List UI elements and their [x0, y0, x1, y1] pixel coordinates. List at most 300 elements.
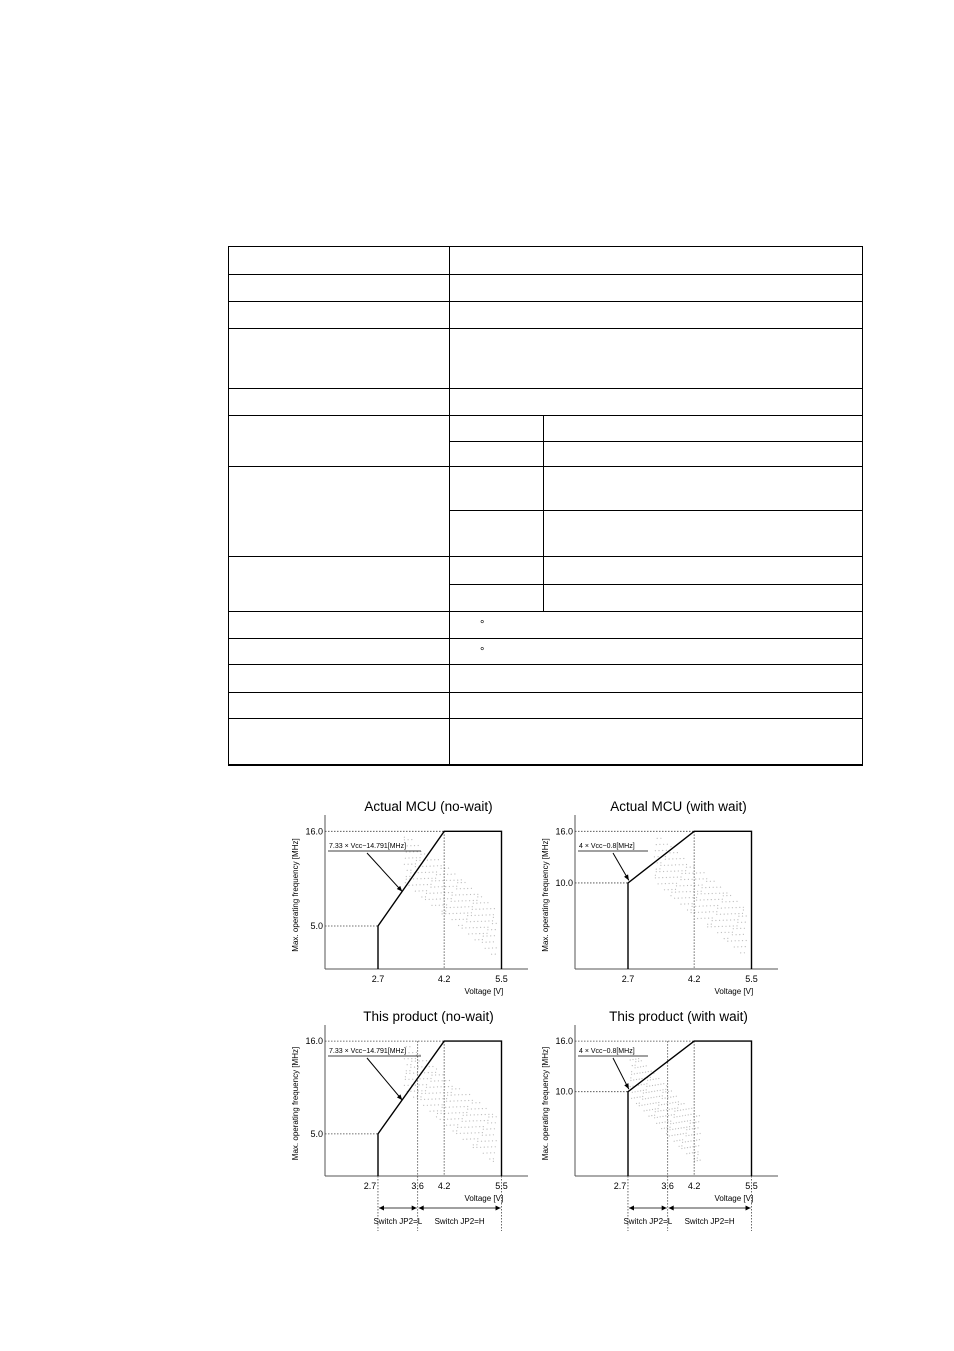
stipple-dot [465, 900, 466, 901]
stipple-dot [636, 1103, 637, 1104]
stipple-dot [441, 892, 442, 893]
stipple-dot [706, 905, 707, 906]
stipple-dot [693, 1146, 694, 1147]
stipple-dot [673, 877, 674, 878]
stipple-dot [426, 1084, 427, 1085]
stipple-dot [467, 1109, 468, 1110]
stipple-dot [705, 912, 706, 913]
stipple-dot [717, 908, 718, 909]
y-tick-label: 16.0 [555, 826, 573, 837]
stipple-dot [470, 1138, 471, 1139]
stipple-dot [696, 1116, 697, 1117]
x-axis-label: Voltage [V] [714, 1194, 754, 1203]
stipple-dot [660, 865, 661, 866]
stipple-dot [655, 1102, 656, 1103]
stipple-dot [659, 871, 660, 872]
stipple-dot [462, 900, 463, 901]
stipple-dot [660, 1116, 661, 1117]
switch-arrow-left [629, 1206, 634, 1211]
stipple-dot [451, 898, 452, 899]
stipple-dot [738, 913, 739, 914]
stipple-dot [446, 1125, 447, 1126]
stipple-dot [487, 1122, 488, 1123]
stipple-dot [410, 1067, 411, 1068]
stipple-dot [420, 854, 421, 855]
stipple-dot [471, 912, 472, 913]
stipple-dot [463, 1139, 464, 1140]
stipple-dot [681, 1148, 682, 1149]
series-line [628, 1041, 752, 1176]
stipple-dot [432, 1093, 433, 1094]
stipple-dot [697, 1154, 698, 1155]
stipple-dot [692, 879, 693, 880]
stipple-dot [633, 1079, 634, 1080]
stipple-dot [488, 1140, 489, 1141]
stipple-dot [478, 939, 479, 940]
stipple-dot [660, 1084, 661, 1085]
stipple-dot [637, 1091, 638, 1092]
stipple-dot [465, 927, 466, 928]
stipple-dot [442, 880, 443, 881]
stipple-dot [494, 935, 495, 936]
stipple-dot [471, 1132, 472, 1133]
stipple-dot [718, 899, 719, 900]
stipple-dot [453, 1130, 454, 1131]
x-tick-label: 2.7 [371, 974, 385, 984]
stipple-dot [650, 1077, 651, 1078]
stipple-dot [492, 923, 493, 924]
stipple-dot [695, 906, 696, 907]
stipple-dot [736, 925, 737, 926]
stipple-dot [671, 1114, 672, 1115]
stipple-dot [669, 1135, 670, 1136]
stipple-dot [477, 894, 478, 895]
stipple-dot [672, 1135, 673, 1136]
stipple-dot [405, 882, 406, 883]
stipple-dot [408, 1052, 409, 1053]
stipple-dot [475, 933, 476, 934]
stipple-dot [482, 1135, 483, 1136]
stipple-dot [406, 1070, 407, 1071]
stipple-dot [429, 1093, 430, 1094]
stipple-dot [692, 1152, 693, 1153]
stipple-dot [442, 1104, 443, 1105]
stipple-dot [496, 947, 497, 948]
stipple-dot [420, 878, 421, 879]
stipple-dot [644, 1084, 645, 1085]
stipple-dot [486, 1135, 487, 1136]
stipple-dot [451, 901, 452, 902]
stipple-dot [483, 936, 484, 937]
stipple-dot [667, 871, 668, 872]
stipple-dot [635, 1067, 636, 1068]
stipple-dot [482, 1108, 483, 1109]
stipple-dot [691, 1134, 692, 1135]
stipple-dot [697, 1157, 698, 1158]
stipple-dot [475, 1108, 476, 1109]
chart-title: This product (no-wait) [363, 1009, 494, 1024]
stipple-dot [665, 856, 666, 857]
stipple-dot [466, 894, 467, 895]
stipple-dot [406, 879, 407, 880]
stipple-dot [675, 1102, 676, 1103]
stipple-dot [698, 885, 699, 886]
stipple-dot [738, 940, 739, 941]
stipple-dot [725, 901, 726, 902]
stipple-dot [688, 1108, 689, 1109]
stipple-dot [740, 928, 741, 929]
stipple-dot [722, 899, 723, 900]
table-row [229, 302, 863, 329]
stipple-dot [655, 1085, 656, 1086]
switch-arrow-right [746, 1206, 751, 1211]
series-line [628, 831, 752, 969]
stipple-dot [742, 916, 743, 917]
stipple-dot [652, 1085, 653, 1086]
stipple-dot [662, 1092, 663, 1093]
switch-arrow-right [412, 1206, 417, 1211]
stipple-dot [429, 872, 430, 873]
table-sub-label [450, 416, 544, 442]
stipple-dot [692, 906, 693, 907]
stipple-dot [477, 1138, 478, 1139]
stipple-dot [676, 883, 677, 884]
stipple-dot [738, 916, 739, 917]
stipple-dot [696, 900, 697, 901]
stipple-dot [688, 879, 689, 880]
chart-product-no-wait [285, 1000, 535, 1240]
stipple-dot [689, 1153, 690, 1154]
stipple-dot [473, 903, 474, 904]
stipple-dot [650, 1103, 651, 1104]
stipple-dot [457, 880, 458, 881]
stipple-dot [404, 837, 405, 838]
stipple-dot [466, 1115, 467, 1116]
stipple-dot [436, 1092, 437, 1093]
stipple-dot [679, 1140, 680, 1141]
stipple-dot [682, 1139, 683, 1140]
table-row [229, 557, 863, 585]
stipple-dot [449, 1107, 450, 1108]
stipple-dot [475, 1132, 476, 1133]
stipple-dot [477, 921, 478, 922]
stipple-dot [440, 1119, 441, 1120]
stipple-dot [411, 864, 412, 865]
stipple-dot [474, 921, 475, 922]
switch-label: Switch JP2=L [623, 1217, 673, 1226]
stipple-dot [697, 918, 698, 919]
stipple-dot [456, 1130, 457, 1131]
stipple-dot [661, 1104, 662, 1105]
stipple-dot [688, 1141, 689, 1142]
stipple-dot [464, 1127, 465, 1128]
stipple-dot [708, 918, 709, 919]
stipple-dot [434, 859, 435, 860]
stipple-dot [737, 919, 738, 920]
stipple-dot [669, 1109, 670, 1110]
stipple-dot [490, 1128, 491, 1129]
stipple-dot [470, 921, 471, 922]
stipple-dot [464, 1106, 465, 1107]
table-sub-value [544, 585, 863, 612]
stipple-dot [430, 1081, 431, 1082]
stipple-dot [630, 1077, 631, 1078]
stipple-dot [659, 1122, 660, 1123]
stipple-dot [491, 954, 492, 955]
stipple-dot [452, 1088, 453, 1089]
stipple-dot [686, 867, 687, 868]
stipple-dot [696, 897, 697, 898]
stipple-dot [445, 913, 446, 914]
stipple-dot [476, 900, 477, 901]
stipple-dot [435, 1072, 436, 1073]
stipple-dot [483, 933, 484, 934]
stipple-dot [473, 1120, 474, 1121]
stipple-dot [702, 887, 703, 888]
stipple-dot [416, 857, 417, 858]
stipple-dot [446, 1098, 447, 1099]
stipple-dot [437, 865, 438, 866]
stipple-dot [681, 1145, 682, 1146]
x-tick-label: 3.6 [411, 1181, 424, 1191]
stipple-dot [668, 1115, 669, 1116]
stipple-dot [658, 877, 659, 878]
stipple-dot [479, 933, 480, 934]
stipple-dot [706, 881, 707, 882]
stipple-dot [451, 1095, 452, 1096]
stipple-dot [707, 924, 708, 925]
stipple-dot [698, 1121, 699, 1122]
stipple-dot [465, 1094, 466, 1095]
stipple-dot [408, 1085, 409, 1086]
stipple-dot [466, 1139, 467, 1140]
stipple-dot [456, 888, 457, 889]
stipple-dot [486, 1129, 487, 1130]
stipple-dot [409, 1073, 410, 1074]
stipple-dot [692, 897, 693, 898]
table-row-value [450, 247, 863, 275]
stipple-dot [630, 1086, 631, 1087]
stipple-dot [432, 1066, 433, 1067]
stipple-dot [704, 918, 705, 919]
stipple-dot [445, 1080, 446, 1081]
stipple-dot [458, 1094, 459, 1095]
stipple-dot [430, 893, 431, 894]
stipple-dot [478, 1108, 479, 1109]
stipple-dot [466, 921, 467, 922]
stipple-dot [667, 1130, 668, 1131]
stipple-dot [666, 1133, 667, 1134]
stipple-dot [435, 880, 436, 881]
stipple-dot [410, 845, 411, 846]
stipple-dot [669, 1129, 670, 1130]
stipple-dot [460, 1106, 461, 1107]
stipple-dot [665, 1098, 666, 1099]
stipple-dot [678, 870, 679, 871]
stipple-dot [442, 1074, 443, 1075]
stipple-dot [696, 1140, 697, 1141]
stipple-dot [714, 905, 715, 906]
table-sub-label [450, 585, 544, 612]
x-tick-label: 3.6 [661, 1181, 674, 1191]
stipple-dot [452, 919, 453, 920]
x-tick-label: 4.2 [687, 974, 701, 984]
stipple-dot [668, 889, 669, 890]
stipple-dot [725, 907, 726, 908]
table-row-value: ° [450, 639, 863, 665]
x-tick-label: 5.5 [495, 1181, 508, 1191]
stipple-dot [651, 1091, 652, 1092]
stipple-dot [657, 862, 658, 863]
stipple-dot [653, 1103, 654, 1104]
stipple-dot [404, 1085, 405, 1086]
stipple-dot [430, 859, 431, 860]
stipple-dot [477, 1141, 478, 1142]
stipple-dot [745, 922, 746, 923]
stipple-dot [430, 887, 431, 888]
stipple-dot [631, 1074, 632, 1075]
x-tick-label: 5.5 [745, 1181, 758, 1191]
stipple-dot [667, 1097, 668, 1098]
stipple-dot [659, 868, 660, 869]
stipple-dot [665, 1089, 666, 1090]
stipple-dot [468, 1100, 469, 1101]
stipple-dot [675, 864, 676, 865]
stipple-dot [426, 893, 427, 894]
stipple-dot [675, 892, 676, 893]
stipple-dot [696, 872, 697, 873]
stipple-dot [487, 929, 488, 930]
stipple-dot [669, 883, 670, 884]
table-sub-label [450, 467, 544, 511]
stipple-dot [485, 921, 486, 922]
stipple-dot [423, 1105, 424, 1106]
stipple-dot [701, 891, 702, 892]
stipple-dot [471, 888, 472, 889]
stipple-dot [493, 914, 494, 915]
x-axis-label: Voltage [V] [464, 987, 504, 996]
switch-arrow-left [419, 1206, 424, 1211]
stipple-dot [670, 895, 671, 896]
stipple-dot [439, 1074, 440, 1075]
stipple-dot [426, 890, 427, 891]
stipple-dot [421, 872, 422, 873]
stipple-dot [472, 909, 473, 910]
stipple-dot [731, 913, 732, 914]
stipple-dot [493, 941, 494, 942]
stipple-dot [456, 1133, 457, 1134]
table-row [229, 693, 863, 719]
stipple-dot [464, 913, 465, 914]
stipple-dot [492, 947, 493, 948]
stipple-dot [476, 1144, 477, 1145]
stipple-dot [679, 1116, 680, 1117]
stipple-dot [643, 1066, 644, 1067]
stipple-dot [408, 1058, 409, 1059]
stipple-dot [676, 1116, 677, 1117]
stipple-dot [723, 895, 724, 896]
stipple-dot [428, 878, 429, 879]
x-tick-label: 5.5 [745, 974, 758, 984]
stipple-dot [721, 908, 722, 909]
stipple-dot [715, 920, 716, 921]
stipple-dot [690, 867, 691, 868]
stipple-dot [408, 864, 409, 865]
stipple-dot [651, 1115, 652, 1116]
switch-label: Switch JP2=H [434, 1217, 485, 1226]
stipple-dot [415, 1085, 416, 1086]
stipple-dot [427, 1105, 428, 1106]
stipple-dot [429, 1066, 430, 1067]
stipple-dot [660, 1090, 661, 1091]
stipple-dot [634, 1073, 635, 1074]
stipple-dot [646, 1089, 647, 1090]
stipple-dot [450, 880, 451, 881]
table-row-label [229, 557, 450, 612]
stipple-dot [642, 1072, 643, 1073]
stipple-dot [698, 1145, 699, 1146]
stipple-dot [459, 919, 460, 920]
stipple-dot [472, 933, 473, 934]
table-row [229, 389, 863, 416]
stipple-dot [723, 893, 724, 894]
stipple-dot [646, 1092, 647, 1093]
stipple-dot [476, 1147, 477, 1148]
stipple-dot [677, 1107, 678, 1108]
stipple-dot [723, 920, 724, 921]
stipple-dot [739, 907, 740, 908]
stipple-dot [641, 1105, 642, 1106]
stipple-dot [655, 877, 656, 878]
stipple-dot [446, 904, 447, 905]
stipple-dot [409, 851, 410, 852]
stipple-dot [697, 893, 698, 894]
stipple-dot [678, 898, 679, 899]
stipple-dot [692, 1128, 693, 1129]
stipple-dot [700, 1160, 701, 1161]
y-tick-label: 16.0 [305, 1036, 323, 1047]
stipple-dot [410, 1064, 411, 1065]
stipple-dot [735, 913, 736, 914]
stipple-dot [472, 906, 473, 907]
stipple-dot [675, 1128, 676, 1129]
stipple-dot [712, 893, 713, 894]
stipple-dot [409, 1070, 410, 1071]
stipple-dot [409, 1046, 410, 1047]
stipple-dot [681, 1121, 682, 1122]
stipple-dot [725, 932, 726, 933]
stipple-dot [656, 871, 657, 872]
stipple-dot [722, 901, 723, 902]
stipple-dot [702, 912, 703, 913]
stipple-dot [450, 907, 451, 908]
stipple-dot [716, 914, 717, 915]
stipple-dot [480, 1120, 481, 1121]
table-sub-value [544, 511, 863, 557]
stipple-dot [495, 1122, 496, 1123]
stipple-dot [680, 858, 681, 859]
stipple-dot [416, 860, 417, 861]
stipple-dot [447, 1092, 448, 1093]
stipple-dot [452, 895, 453, 896]
stipple-dot [703, 905, 704, 906]
stipple-dot [453, 1106, 454, 1107]
table-row [229, 639, 863, 665]
stipple-dot [486, 1152, 487, 1153]
stipple-dot [431, 1099, 432, 1100]
stipple-dot [406, 876, 407, 877]
stipple-dot [440, 898, 441, 899]
